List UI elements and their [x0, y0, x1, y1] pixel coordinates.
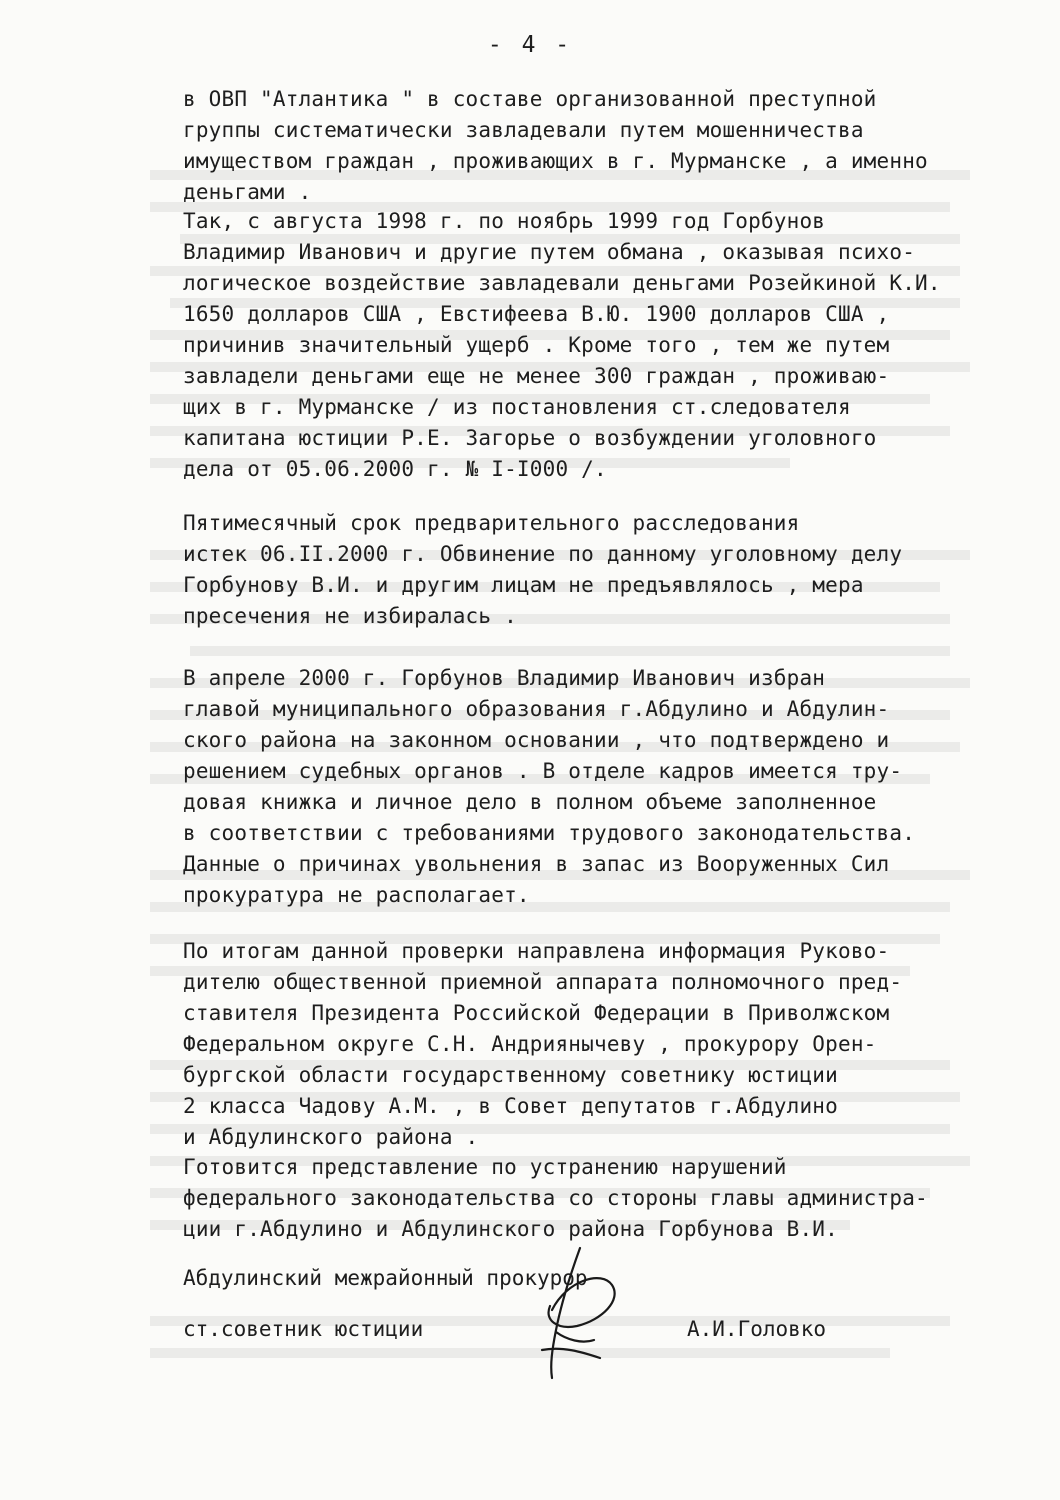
text-line: Федеральном округе С.Н. Андриянычеву , прокурору Орен- [183, 1032, 877, 1056]
text-line: Готовится представление по устранению нарушений [183, 1155, 787, 1179]
text-line: Владимир Иванович и другие путем обмана , оказывая психо- [183, 240, 916, 264]
text-line: Горбунову В.И. и другим лицам не предъявлялось , мера [183, 573, 864, 597]
text-line: Данные о причинах увольнения в запас из Вооруженных Сил [183, 852, 890, 876]
text-line: По итогам данной проверки направлена информация Руково- [183, 939, 890, 963]
paragraph-1 [183, 84, 983, 208]
text-line: причинив значительный ущерб . Кроме того , тем же путем [183, 333, 890, 357]
text-line: решением судебных органов . В отделе кадров имеется тру- [183, 759, 903, 783]
signatory-rank: ст.советник юстиции [183, 1317, 424, 1341]
paragraph-5 [183, 936, 983, 1153]
text-line: Так, с августа 1998 г. по ноябрь 1999 год Горбунов [183, 209, 826, 233]
text-line: прокуратура не располагает. [183, 883, 530, 907]
text-line: дела от 05.06.2000 г. № I-I000 /. [183, 457, 607, 481]
text-line: 2 класса Чадову А.М. , в Совет депутатов г.Абдулино [183, 1094, 838, 1118]
text-line: имуществом граждан , проживающих в г. Мурманске , а именно [183, 149, 928, 173]
page-number: - 4 - [487, 32, 573, 58]
text-line: завладели деньгами еще не менее 300 граждан , проживаю- [183, 364, 890, 388]
text-line: Пятимесячный срок предварительного расследования [183, 511, 800, 535]
text-line: дителю общественной приемной аппарата полномочного пред- [183, 970, 903, 994]
text-line: 1650 долларов США , Евстифеева В.Ю. 1900 долларов США , [183, 302, 890, 326]
text-line: группы систематически завладевали путем мошенничества [183, 118, 864, 142]
text-line: и Абдулинского района . [183, 1125, 479, 1149]
text-line: щих в г. Мурманске / из постановления ст.следователя [183, 395, 851, 419]
text-line: ставителя Президента Российской Федерации в Приволжском [183, 1001, 890, 1025]
text-line: довая книжка и личное дело в полном объеме заполненное [183, 790, 877, 814]
text-line: деньгами . [183, 180, 312, 204]
signatory-name: А.И.Головко [687, 1317, 827, 1341]
text-line: ского района на законном основании , что подтверждено и [183, 728, 890, 752]
handwritten-signature [522, 1240, 632, 1390]
text-line: В апреле 2000 г. Горбунов Владимир Иванович избран [183, 666, 826, 690]
paragraph-6 [183, 1152, 983, 1245]
text-line: истек 06.II.2000 г. Обвинение по данному уголовному делу [183, 542, 903, 566]
text-line: ции г.Абдулино и Абдулинского района Горбунова В.И. [183, 1217, 838, 1241]
text-line: главой муниципального образования г.Абдулино и Абдулин- [183, 697, 890, 721]
paragraph-3 [183, 508, 983, 632]
text-line: федерального законодательства со стороны главы администра- [183, 1186, 928, 1210]
text-line: бургской области государственному советнику юстиции [183, 1063, 838, 1087]
text-line: капитана юстиции Р.Е. Загорье о возбуждении уголовного [183, 426, 877, 450]
text-line: в ОВП "Атлантика " в составе организованной преступной [183, 87, 877, 111]
text-line: логическое воздействие завладевали деньгами Розейкиной К.И. [183, 271, 941, 295]
paragraph-4 [183, 663, 983, 911]
text-line: в соответствии с требованиями трудового законодательства. [183, 821, 916, 845]
paragraph-2 [183, 206, 983, 485]
signatory-title: Абдулинский межрайонный прокурор [183, 1266, 588, 1290]
text-line: пресечения не избиралась . [183, 604, 517, 628]
